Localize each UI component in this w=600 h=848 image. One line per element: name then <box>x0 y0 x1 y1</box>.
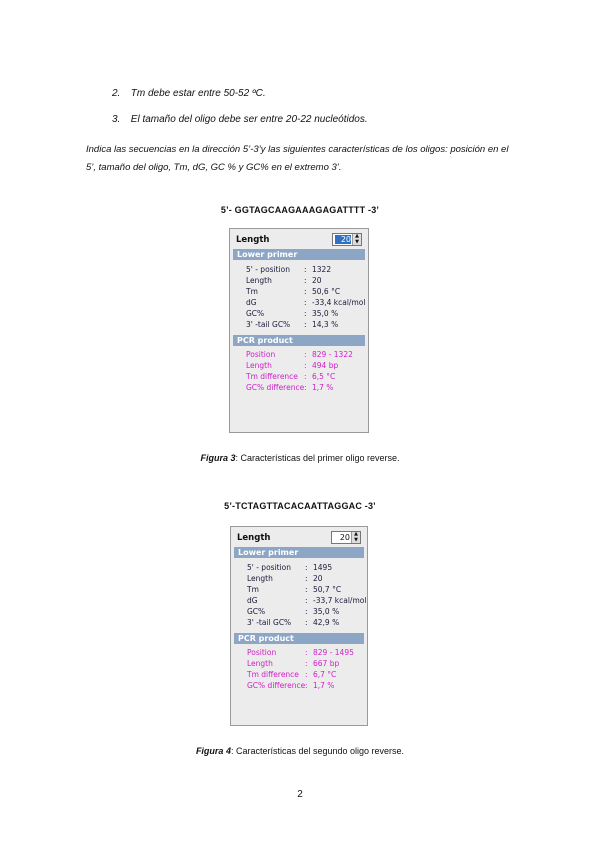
table-row: Position : 829 - 1322 <box>246 350 353 359</box>
lower-primer-header: Lower primer <box>233 249 365 260</box>
table-row: dG : -33,7 kcal/mol <box>247 596 367 605</box>
row-value: 829 - 1322 <box>312 350 353 359</box>
length-value[interactable]: 20 <box>335 235 351 244</box>
row-value: 6,5 °C <box>312 372 336 381</box>
row-value: 1495 <box>313 563 333 572</box>
caption-text: : Características del primer oligo reverse. <box>235 453 400 463</box>
table-row: Tm difference : 6,7 °C <box>247 670 337 679</box>
pcr-product-header: PCR product <box>233 335 365 346</box>
row-key: GC% <box>247 607 266 616</box>
sequence-title: 5’- GGTAGCAAGAAAGAGATTTT -3’ <box>220 205 380 215</box>
row-key: Length <box>247 659 273 668</box>
table-row: 5' - position : 1495 <box>247 563 333 572</box>
figure-caption <box>0 453 600 463</box>
length-spinner[interactable] <box>332 233 362 246</box>
row-value: 494 bp <box>312 361 339 370</box>
caption-text: : Características del segundo oligo reverse. <box>230 746 405 756</box>
length-spinner[interactable] <box>331 531 361 544</box>
row-value: 14,3 % <box>312 320 339 329</box>
row-value: 6,7 °C <box>313 670 337 679</box>
instructions-paragraph: Indica las secuencias en la dirección 5’-3’y las siguientes características de los oligos: posición en el 5’, tamaño del oligo, Tm, dG, GC % y GC% en el extremo 3’. <box>86 144 509 173</box>
row-value: 1,7 % <box>312 383 334 392</box>
list-item <box>112 88 266 99</box>
row-value: 1322 <box>312 265 332 274</box>
row-key: Position <box>247 648 277 657</box>
list-text: Tm debe estar entre 50-52 ºC. <box>130 88 266 99</box>
primer-panel <box>230 526 368 726</box>
row-value: 42,9 % <box>313 618 340 627</box>
length-value[interactable]: 20 <box>339 533 350 542</box>
row-key: Tm <box>246 287 258 296</box>
list-text: El tamaño del oligo debe ser entre 20-22 nucleótidos. <box>130 114 368 125</box>
table-row: GC% difference: 1,7 % <box>246 383 334 392</box>
spinner-arrows[interactable] <box>352 234 361 245</box>
caption-label: Figura 3 <box>200 453 236 463</box>
row-key: 5' - position <box>246 265 291 274</box>
row-value: 20 <box>313 574 323 583</box>
table-row: Length : 20 <box>247 574 323 583</box>
sequence-title: 5’-TCTAGTTACACAATTAGGAC -3’ <box>224 501 376 511</box>
row-key: dG <box>246 298 257 307</box>
table-row: Tm difference : 6,5 °C <box>246 372 336 381</box>
length-label: Length <box>236 235 270 245</box>
page-number: 2 <box>297 789 303 800</box>
table-row: Tm : 50,7 °C <box>247 585 342 594</box>
row-value: -33,4 kcal/mol <box>312 298 366 307</box>
row-key: Length <box>247 574 273 583</box>
row-key: GC% difference <box>246 383 305 392</box>
row-key: GC% difference <box>247 681 306 690</box>
row-key: Tm difference <box>246 372 298 381</box>
row-value: 35,0 % <box>313 607 340 616</box>
row-key: Position <box>246 350 276 359</box>
row-key: Length <box>246 276 272 285</box>
table-row: Length : 20 <box>246 276 322 285</box>
row-value: 1,7 % <box>313 681 335 690</box>
list-number: 2. <box>112 88 121 99</box>
spin-down-icon[interactable]: ▼ <box>354 536 358 543</box>
row-value: 50,6 °C <box>312 287 341 296</box>
row-value: -33,7 kcal/mol <box>313 596 367 605</box>
figure-caption <box>0 746 600 756</box>
pcr-product-rows <box>246 349 353 393</box>
lower-primer-rows <box>246 264 365 330</box>
table-row: Tm : 50,6 °C <box>246 287 341 296</box>
row-value: 829 - 1495 <box>313 648 354 657</box>
lower-primer-header: Lower primer <box>234 547 364 558</box>
lower-primer-rows <box>247 562 366 628</box>
table-row: GC% difference: 1,7 % <box>247 681 335 690</box>
table-row: 3' -tail GC% : 42,9 % <box>247 618 340 627</box>
table-row: Position : 829 - 1495 <box>247 648 354 657</box>
row-key: Length <box>246 361 272 370</box>
table-row: GC% : 35,0 % <box>247 607 340 616</box>
row-value: 35,0 % <box>312 309 339 318</box>
row-key: 3' -tail GC% <box>247 618 292 627</box>
pcr-product-header: PCR product <box>234 633 364 644</box>
table-row: GC% : 35,0 % <box>246 309 339 318</box>
spin-up-icon[interactable]: ▲ <box>355 233 359 239</box>
spin-down-icon[interactable]: ▼ <box>355 238 359 245</box>
primer-panel <box>229 228 369 433</box>
list-number: 3. <box>112 114 121 125</box>
caption-label: Figura 4 <box>195 746 231 756</box>
row-key: Tm difference <box>247 670 299 679</box>
row-key: 3' -tail GC% <box>246 320 291 329</box>
table-row: Length : 494 bp <box>246 361 339 370</box>
row-value: 50,7 °C <box>313 585 342 594</box>
row-key: GC% <box>246 309 265 318</box>
length-label: Length <box>237 533 271 543</box>
table-row: 5' - position : 1322 <box>246 265 332 274</box>
row-value: 667 bp <box>313 659 340 668</box>
pcr-product-rows <box>247 647 354 691</box>
spinner-arrows[interactable] <box>351 532 360 543</box>
table-row: dG : -33,4 kcal/mol <box>246 298 366 307</box>
row-value: 20 <box>312 276 322 285</box>
list-item <box>112 114 368 125</box>
row-key: Tm <box>247 585 259 594</box>
spin-up-icon[interactable]: ▲ <box>354 531 358 537</box>
row-key: 5' - position <box>247 563 292 572</box>
table-row: Length : 667 bp <box>247 659 340 668</box>
row-key: dG <box>247 596 258 605</box>
table-row: 3' -tail GC% : 14,3 % <box>246 320 339 329</box>
